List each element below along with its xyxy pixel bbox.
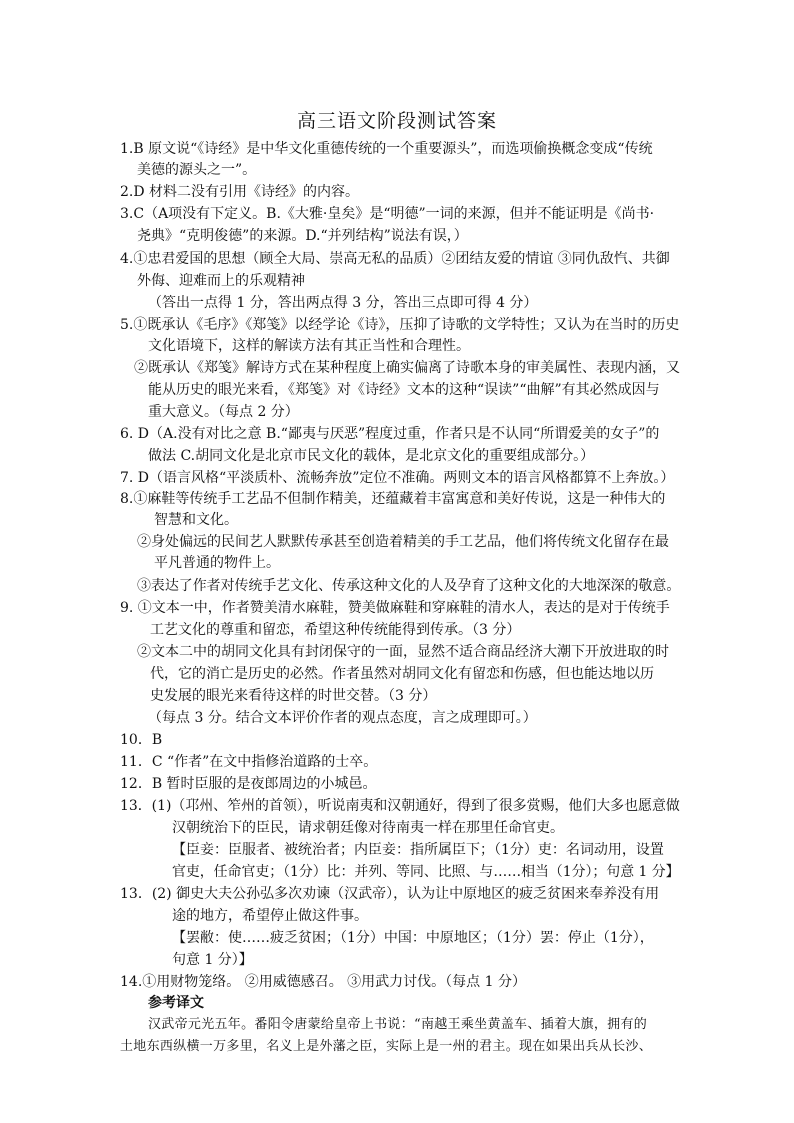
answer-line: ②文本二中的胡同文化具有封闭保守的一面，显然不适合商品经济大潮下开放进取的时 — [137, 644, 669, 660]
answer-line: 【罢敝：使……疲乏贫困；（1分）中国：中原地区；（1分）罢：停止（1分）， — [172, 930, 654, 946]
answer-line: 1.B 原文说“《诗经》是中华文化重德传统的一个重要源头”，而选项偷换概念变成“传统 — [120, 141, 653, 157]
answer-line: 尧典》“克明俊德”的来源。D.“并列结构”说法有误，） — [137, 228, 468, 244]
answer-line: 4.①忠君爱国的思想（顾全大局、崇高无私的品质）②团结友爱的情谊 ③同仇敌忾、共御 — [120, 251, 670, 267]
answer-line: 代，它的消亡是历史的必然。作者虽然对胡同文化有留恋和伤感，但也能达地以历 — [150, 666, 654, 682]
answer-line: 史发展的眼光来看待这样的时世交替。（3 分） — [150, 688, 437, 704]
answer-line: 13．(2) 御史大夫公孙弘多次劝谏（汉武帝），认为让中原地区的疲乏贫困来奉养没有用 — [120, 886, 660, 902]
answer-line: 平凡普通的物件上。 — [154, 555, 280, 571]
answer-line: 官吏，任命官吏；（1分）比：并列、等同、比照、与……相当（1分）；句意 1 分】 — [172, 864, 680, 880]
answer-line: 8.①麻鞋等传统手工艺品不但制作精美，还蕴藏着丰富寓意和美好传说，这是一种伟大的 — [120, 491, 666, 507]
answer-line: 外侮、迎难而上的乐观精神 — [137, 273, 305, 289]
answer-line: 6. D（A.没有对比之意 B.“鄙夷与厌恶”程度过重，作者只是不认同“所谓爱美的女子”的 — [120, 426, 660, 442]
answer-line: 13．(1)（邛州、笮州的首领），听说南夷和汉朝通好，得到了很多赏赐，他们大多也愿意做 — [120, 798, 680, 814]
translation-line: 土地东西纵横一万多里，名义上是外藩之臣，实际上是一州的君主。现在如果出兵从长沙、 — [120, 1039, 653, 1054]
answer-line: 2.D 材料二没有引用《诗经》的内容。 — [120, 184, 360, 200]
answer-line: ③表达了作者对传统手艺文化、传承这种文化的人及孕育了这种文化的大地深深的敬意。 — [137, 578, 681, 594]
answer-line: （答出一点得 1 分，答出两点得 3 分，答出三点即可得 4 分） — [148, 295, 538, 311]
answer-line: 智慧和文化。 — [154, 512, 238, 528]
answer-line: 句意 1 分）】 — [172, 952, 253, 968]
answer-line: （每点 3 分。结合文本评价作者的观点态度，言之成理即可。） — [148, 710, 537, 726]
answer-line: 11．C “作者”在文中指修治道路的士卒。 — [120, 754, 378, 770]
answer-line: 5.①既承认《毛序》《郑笺》以经学论《诗》，压抑了诗歌的文学特性；又认为在当时的历史 — [120, 317, 680, 333]
answer-line: 9. ①文本一中，作者赞美清水麻鞋，赞美做麻鞋和穿麻鞋的清水人，表达的是对于传统手 — [120, 600, 670, 616]
answer-line: 14.①用财物笼络。 ②用威德感召。 ③用武力讨伐。（每点 1 分） — [120, 974, 526, 990]
translation-line: 汉武帝元光五年。番阳令唐蒙给皇帝上书说：“南越王乘坐黄盖车、插着大旗，拥有的 — [148, 1017, 648, 1032]
answer-line: 汉朝统治下的臣民，请求朝廷像对待南夷一样在那里任命官吏。 — [172, 820, 564, 836]
answer-line: 3.C（A项没有下定义。B.《大雅·皇矣》是“明德”一词的来源，但并不能证明是《尚书· — [120, 206, 655, 222]
answer-line: ②既承认《郑笺》解诗方式在某种程度上确实偏离了诗歌本身的审美属性、表现内涵，又 — [134, 360, 680, 376]
answer-line: 工艺文化的尊重和留恋，希望这种传统能得到传承。（3 分） — [150, 622, 521, 638]
answer-line: 美德的源头之一”。 — [137, 162, 257, 178]
answer-line: 7. D（语言风格“平淡质朴、流畅奔放”定位不准确。两则文本的语言风格都算不上奔放。） — [120, 470, 675, 486]
reference-translation-heading: 参考译文 — [148, 995, 204, 1011]
answer-line: 【臣妾：臣服者、被统治者；内臣妾：指所属臣下；（1分）吏：名词动用，设置 — [172, 842, 664, 858]
answer-line: 能从历史的眼光来看，《郑笺》对《诗经》文本的这种“误读”“曲解”有其必然成因与 — [148, 382, 660, 398]
answer-line: 10．B — [120, 732, 163, 748]
answer-line: ②身处偏远的民间艺人默默传承甚至创造着精美的手工艺品，他们将传统文化留存在最 — [137, 534, 669, 550]
answer-line: 途的地方，希望停止做这件事。 — [172, 908, 368, 924]
answer-line: 12．B 暂时臣服的是夜郎周边的小城邑。 — [120, 776, 377, 792]
page-title: 高三语文阶段测试答案 — [296, 110, 497, 132]
answer-line: 重大意义。（每点 2 分） — [148, 404, 299, 420]
answer-line: 做法 C.胡同文化是北京市民文化的载体，是北京文化的重要组成部分。） — [148, 448, 595, 464]
answer-line: 文化语境下，这样的解读方法有其正当性和合理性。 — [148, 338, 470, 354]
